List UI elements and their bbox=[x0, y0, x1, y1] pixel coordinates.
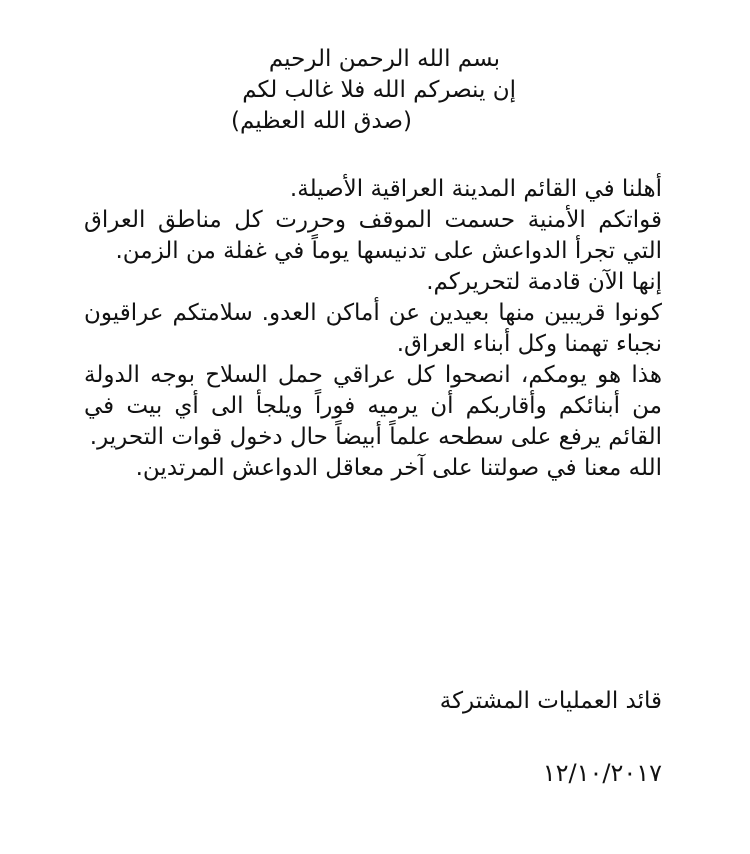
verse-line: إن ينصركم الله فلا غالب لكم bbox=[242, 77, 516, 103]
message-body bbox=[84, 174, 662, 484]
verse-closing-line: (صدق الله العظيم) bbox=[231, 108, 412, 134]
signature-line: قائد العمليات المشتركة bbox=[439, 688, 662, 714]
paragraph-advice: هذا هو يومكم، انصحوا كل عراقي حمل السلاح بوجه الدولة من أبنائكم وأقاربكم أن يرميه فوراً ويلجأ الى أي بيت في القائم يرفع على سطحه علماً أبيضاً حال دخول قوات التحرير. bbox=[84, 362, 662, 450]
paragraph-forces: قواتكم الأمنية حسمت الموقف وحررت كل مناطق العراق التي تجرأ الدواعش على تدنيسها يوماً في غفلة من الزمن. bbox=[84, 207, 662, 264]
basmala-line: بسم الله الرحمن الرحيم bbox=[268, 46, 500, 72]
paragraph-coming: إنها الآن قادمة لتحريركم. bbox=[426, 269, 662, 295]
header-verse bbox=[160, 44, 580, 137]
date-line: ١٢/١٠/٢٠١٧ bbox=[542, 759, 662, 787]
paragraph-greeting: أهلنا في القائم المدينة العراقية الأصيلة. bbox=[289, 176, 662, 202]
paragraph-stay-away: كونوا قريبين منها بعيدين عن أماكن العدو. سلامتكم عراقيون نجباء تهمنا وكل أبناء العراق. bbox=[84, 300, 662, 357]
paragraph-closing: الله معنا في صولتنا على آخر معاقل الدواعش المرتدين. bbox=[135, 455, 662, 481]
